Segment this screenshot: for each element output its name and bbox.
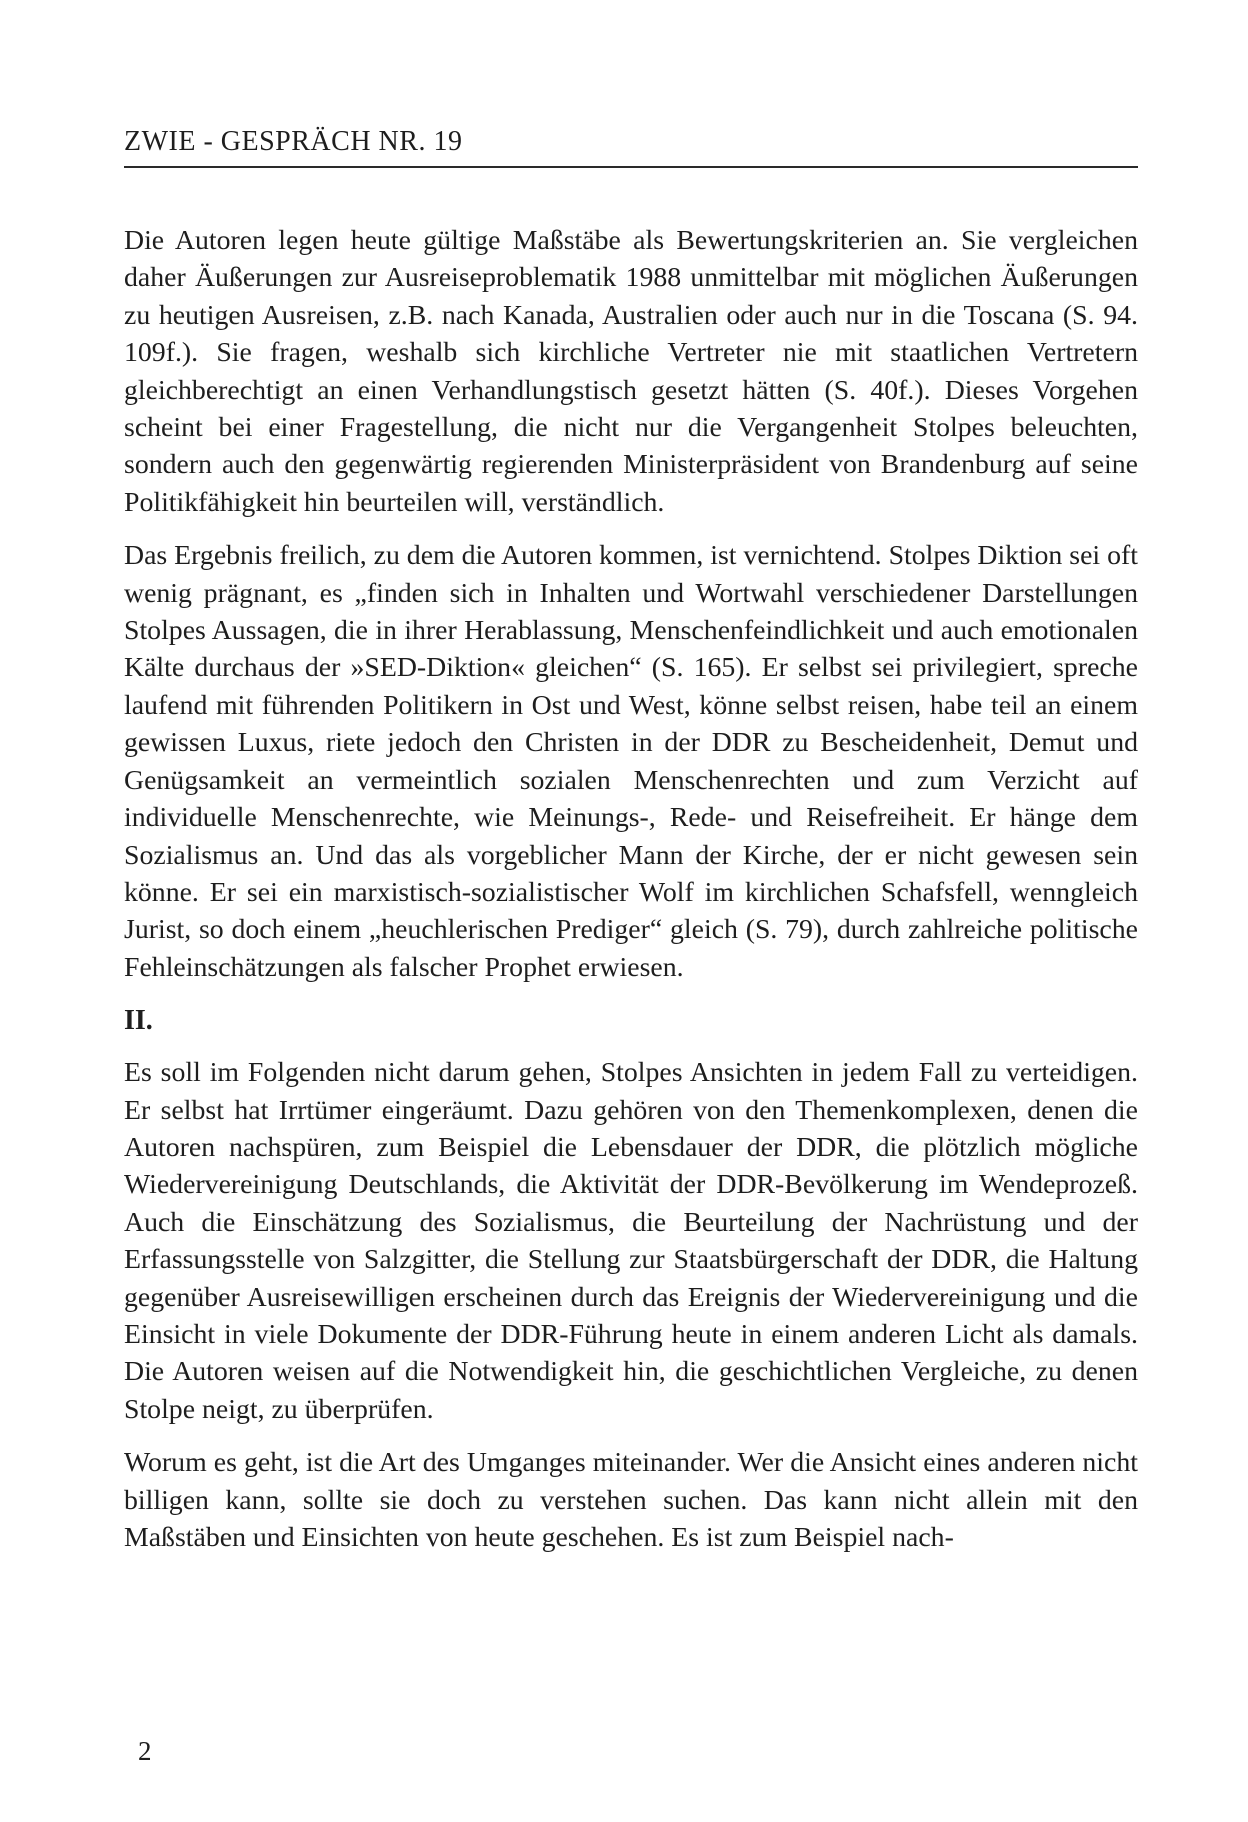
paragraph-4: Worum es geht, ist die Art des Umganges miteinander. Wer die Ansicht eines anderen nicht billigen kann, sollte sie doch zu verstehen suchen. Das kann nicht allein mit den Maßstäben und Einsichten von heute geschehen. Es ist zum Beispiel nach-	[124, 1447, 1138, 1553]
paragraph-2: Das Ergebnis freilich, zu dem die Autoren kommen, ist vernichtend. Stolpes Diktion sei oft wenig prägnant, es „finden sich in Inhalten und Wortwahl verschiedener Darstellungen Stolpes Aussagen, die in ihrer Herablassung, Menschenfeindlichkeit und auch emotionalen Kälte durchaus der »SED-Diktion« gleichen“ (S. 165). Er selbst sei privilegiert, spreche laufend mit führenden Politikern in Ost und West, könne selbst reisen, habe teil an einem gewissen Luxus, riete jedoch den Christen in der DDR zu Bescheidenheit, Demut und Genügsamkeit an vermeintlich sozialen Menschenrechten und zum Verzicht auf individuelle Menschenrechte, wie Meinungs-, Rede- und Reisefreiheit. Er hänge dem Sozialismus an. Und das als vorgeblicher Mann der Kirche, der er nicht gewesen sein könne. Er sei ein marxistisch-sozialistischer Wolf im kirchlichen Schafsfell, wenngleich Jurist, so doch einem „heuchlerischen Prediger“ gleich (S. 79), durch zahlreiche politische Fehleinschätzungen als falscher Prophet erwiesen.	[124, 540, 1138, 983]
section-heading-ii: II.	[124, 1005, 153, 1037]
page-body	[124, 222, 1138, 1572]
paragraph-1: Die Autoren legen heute gültige Maßstäbe als Bewertungskriterien an. Sie vergleichen daher Äußerungen zur Ausreiseproblematik 1988 unmittelbar mit möglichen Äußerungen zu heutigen Ausreisen, z.B. nach Kanada, Australien oder auch nur in die Toscana (S. 94. 109f.). Sie fragen, weshalb sich kirchliche Vertreter nie mit staatlichen Vertretern gleichberechtigt an einen Verhandlungstisch gesetzt hätten (S. 40f.). Dieses Vorgehen scheint bei einer Fragestellung, die nicht nur die Vergangenheit Stolpes beleuchten, sondern auch den gegenwärtig regierenden Ministerpräsident von Brandenburg auf seine Politikfähigkeit hin beurteilen will, verständlich.	[124, 225, 1138, 518]
running-header-title: ZWIE - GESPRÄCH NR. 19	[124, 126, 463, 157]
running-header	[124, 120, 1138, 168]
paragraph-3: Es soll im Folgenden nicht darum gehen, Stolpes Ansichten in jedem Fall zu verteidigen. Er selbst hat Irrtümer eingeräumt. Dazu gehören von den Themenkomplexen, denen die Autoren nachspüren, zum Beispiel die Lebensdauer der DDR, die plötzlich mögliche Wiedervereinigung Deutschlands, die Aktivität der DDR-Bevölkerung im Wendeprozeß. Auch die Einschätzung des Sozialismus, die Beurteilung der Nachrüstung und der Erfassungsstelle von Salzgitter, die Stellung zur Staatsbürgerschaft der DDR, die Haltung gegenüber Ausreisewilligen erscheinen durch das Ereignis der Wiedervereinigung und die Einsicht in viele Dokumente der DDR-Führung heute in einem anderen Licht als damals. Die Autoren weisen auf die Notwendigkeit hin, die geschichtlichen Vergleiche, zu denen Stolpe neigt, zu überprüfen.	[124, 1057, 1138, 1425]
page-number: 2	[138, 1736, 152, 1766]
